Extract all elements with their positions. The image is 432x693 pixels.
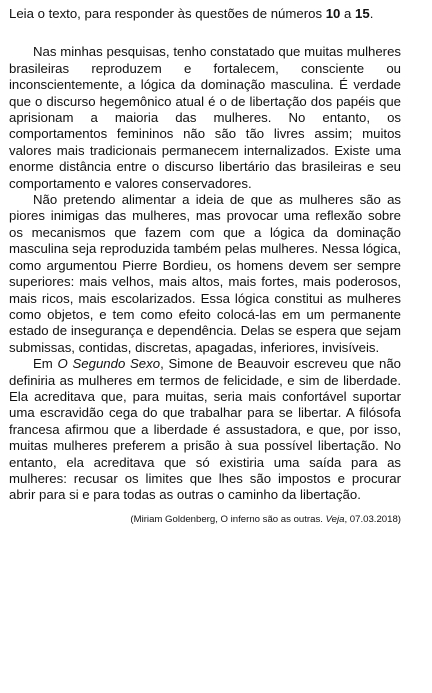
citation-publication: Veja <box>325 513 345 525</box>
paragraph-1: Nas minhas pesquisas, tenho constatado que muitas mulheres brasileiras reproduzem e fortalecem, consciente ou inconscientemente, a lógica da dominação masculina. É verdade que o discurso hegemônico atual é o de libertação dos papéis que aprisionam a maioria das mulheres. No entanto, os comportamentos femininos não são tão livres assim; muitos valores mais tradicionais permanecem internalizados. Existe uma enorme distância entre o discurso libertário das brasileiras e seu comportamento e valores conservadores. <box>9 44 401 191</box>
instruction-connector: a <box>340 6 356 21</box>
question-start-number: 10 <box>325 6 341 21</box>
instruction-lead: Leia o texto, para responder às questões de números <box>9 6 326 21</box>
article-body <box>9 44 401 503</box>
paragraph-3-lead: Em <box>33 356 58 372</box>
source-citation <box>9 514 401 526</box>
paragraph-2: Não pretendo alimentar a ideia de que as mulheres são as piores inimigas das mulheres, mas provocar uma reflexão sobre os mecanismos que fazem com que a lógica da dominação masculina seja reproduzida também pelas mulheres. Nessa lógica, como argumentou Pierre Bordieu, os homens devem ser sempre superiores: mais velhos, mais altos, mais fortes, mais poderosos, mais ricos, mais escolarizados. Essa lógica constitui as mulheres como objetos, e tem como efeito colocá-las em um permanente estado de insegurança e dependência. Delas se espera que sejam submissas, contidas, discretas, apagadas, inferiores, invisíveis. <box>9 192 401 355</box>
instruction-text <box>9 6 401 22</box>
book-title: O Segundo Sexo <box>57 356 161 372</box>
paragraph-3 <box>9 356 401 504</box>
instruction-tail: . <box>369 6 374 21</box>
question-end-number: 15 <box>355 6 370 21</box>
citation-date: , 07.03.2018) <box>344 513 401 525</box>
paragraph-3-body: , Simone de Beauvoir escreveu que não definiria as mulheres em termos de felicidade, e sim de liberdade. Ela acreditava que, para muitas, seria mais confortável suportar uma escravidão cega do que trabalhar para se libertar. A filósofa francesa afirmou que a liberdade é assustadora, e que, por isso, muitas mulheres preferem a prisão à sua possível libertação. No entanto, ela acreditava que só existiria uma saída para as mulheres: recusar os limites que lhes são impostos e procurar abrir para si e para todas as outras o caminho da libertação. <box>9 356 402 503</box>
citation-author-title: (Miriam Goldenberg, O inferno são as outras. <box>130 513 326 525</box>
